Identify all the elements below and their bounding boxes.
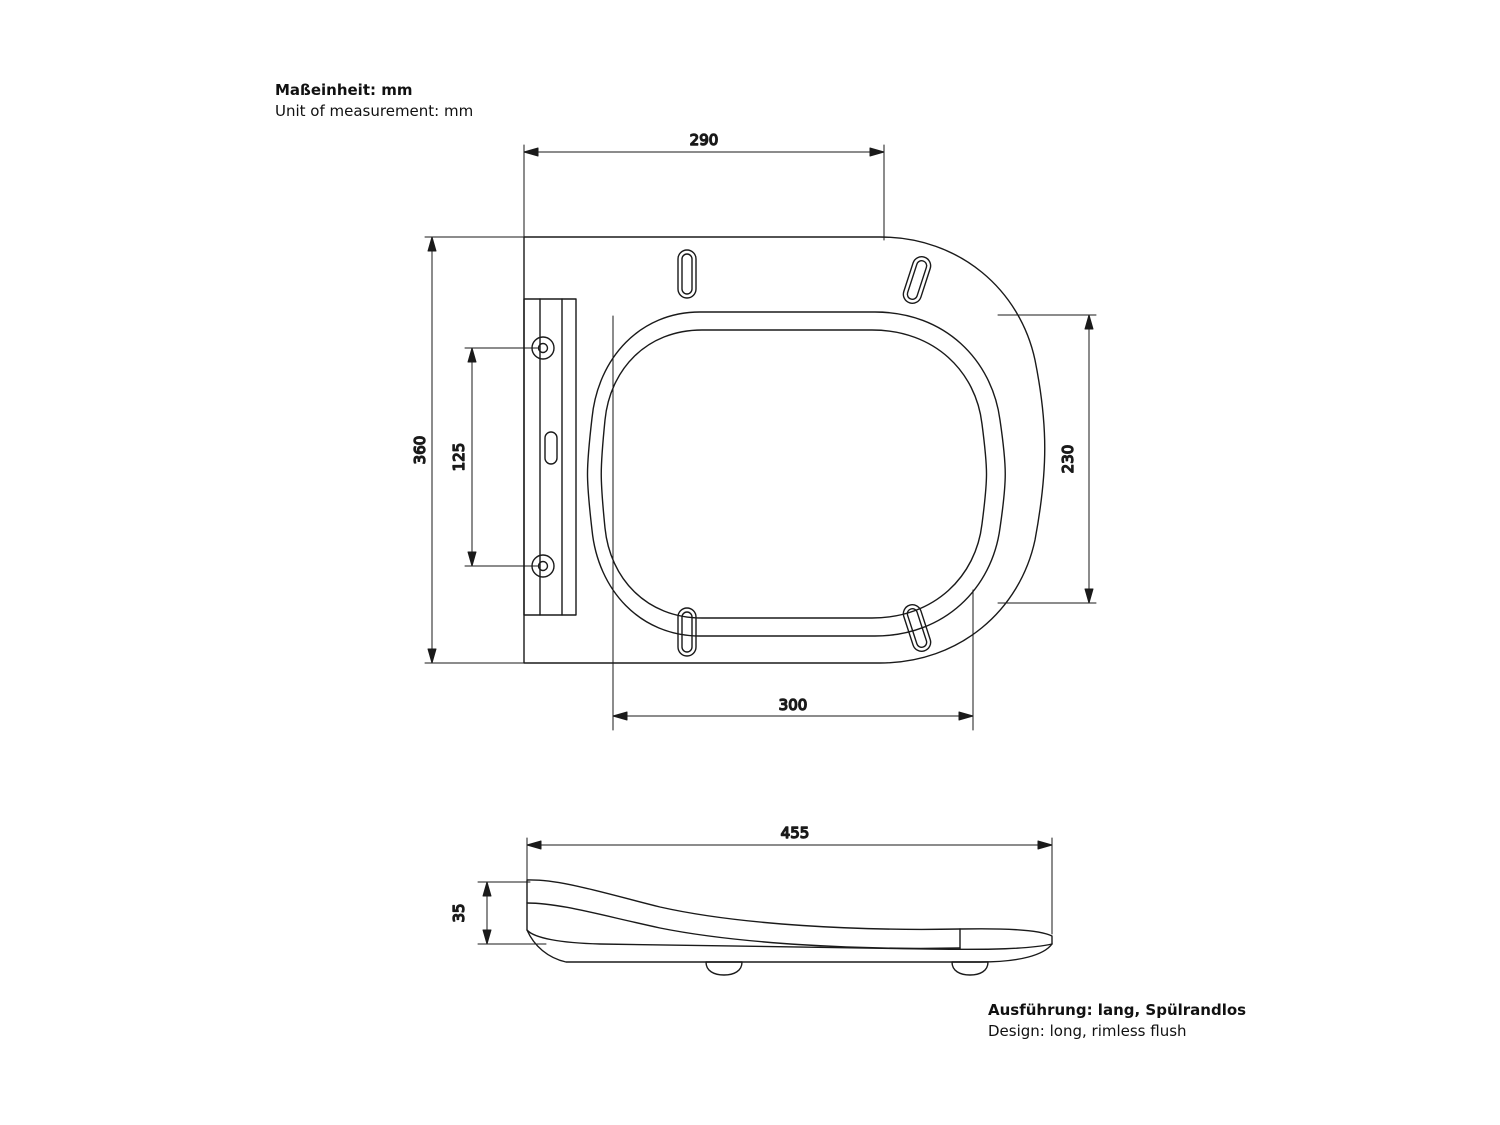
dimension-300 bbox=[613, 316, 973, 730]
bumper-slots bbox=[678, 250, 933, 656]
dimension-35 bbox=[478, 882, 546, 944]
design-note-de: Ausführung: lang, Spülrandlos bbox=[988, 1001, 1247, 1019]
design-note bbox=[988, 1000, 1246, 1042]
side-view-profile bbox=[527, 880, 1052, 975]
dimension-230-label: 230 bbox=[1059, 444, 1077, 474]
dimension-360-label: 360 bbox=[411, 435, 429, 465]
seat-opening-inner bbox=[601, 330, 986, 618]
dimension-290 bbox=[524, 145, 884, 240]
dimension-125 bbox=[465, 348, 538, 566]
dimension-300-label: 300 bbox=[778, 696, 808, 714]
unit-note-en: Unit of measurement: mm bbox=[275, 102, 474, 120]
dimension-360 bbox=[425, 237, 528, 663]
dimension-290-label: 290 bbox=[689, 131, 719, 149]
dimension-455-label: 455 bbox=[780, 824, 810, 842]
seat-opening-outer bbox=[588, 312, 1006, 636]
design-note-en: Design: long, rimless flush bbox=[988, 1022, 1187, 1040]
hinge-plate bbox=[524, 299, 576, 615]
dimension-230 bbox=[998, 315, 1096, 603]
dimension-35-label: 35 bbox=[450, 903, 468, 923]
unit-note-de: Maßeinheit: mm bbox=[275, 81, 413, 99]
dimension-125-label: 125 bbox=[450, 442, 468, 472]
dimension-455 bbox=[527, 838, 1052, 934]
